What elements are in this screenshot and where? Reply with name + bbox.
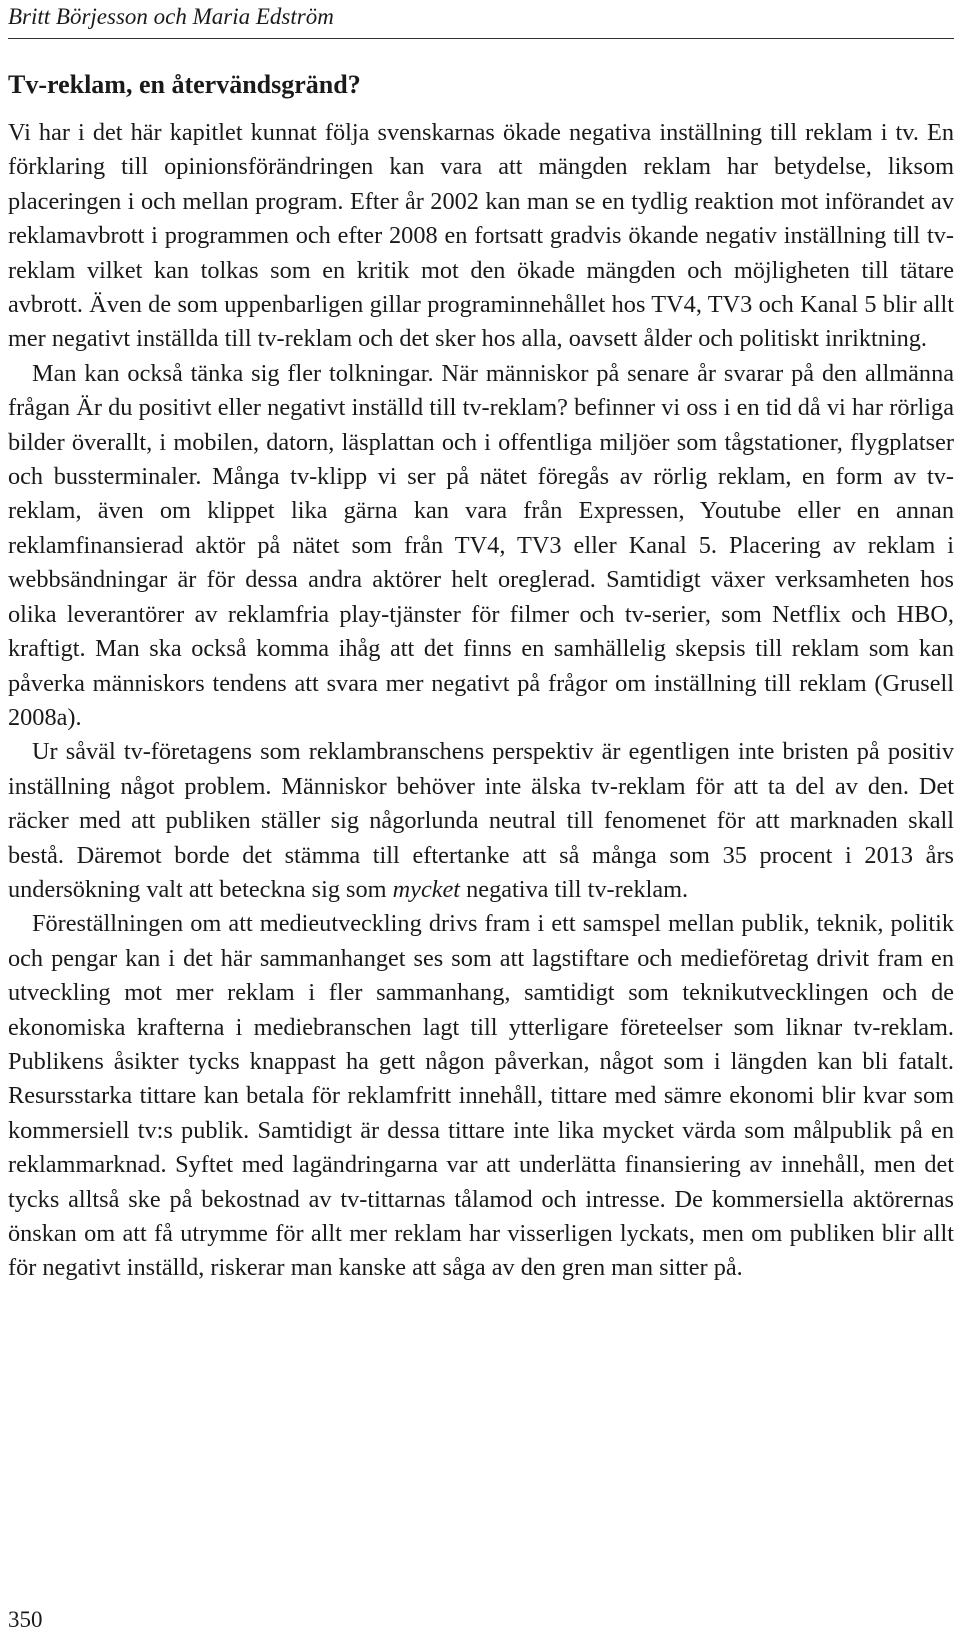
- running-header: Britt Börjesson och Maria Edström: [8, 2, 954, 39]
- paragraph-3-text-end: negativa till tv-reklam.: [460, 875, 689, 903]
- paragraph-1-text: Vi har i det här kapitlet kunnat följa svenskarnas ökade negativa inställning till reklam i tv. En förklaring till opinionsförändringen kan vara att mängden reklam har betydelse, liksom placeringen i och mellan program. Efter år 2002 kan man se en tydlig reaktion mot införandet av reklamavbrott i programmen och efter 2008 en fortsatt gradvis ökande negativ inställning till tv-reklam vilket kan tolkas som en kritik mot den ökade mängden och möjligheten till tätare avbrott. Även de som uppenbarligen gillar programinnehållet hos TV4, TV3 och Kanal 5 blir allt mer negativt inställda till tv-reklam och det sker hos alla, oavsett ålder och politiskt inriktning.: [8, 119, 954, 353]
- paragraph-2: [8, 357, 954, 735]
- paragraph-1: [8, 116, 954, 357]
- paragraph-4: [8, 907, 954, 1285]
- section-heading: Tv-reklam, en återvändsgränd?: [8, 70, 361, 99]
- page-number: 350: [8, 1607, 43, 1632]
- paragraph-2-text: Man kan också tänka sig fler tolkningar. När människor på senare år svarar på den allmänna frågan Är du positivt eller negativt inställd till tv-reklam? befinner vi oss i en tid då vi har rörliga bilder överallt, i mobilen, datorn, läsplattan och i offentliga miljöer som tågstationer, flygplatser och bussterminaler. Många tv-klipp vi ser på nätet föregås av rörlig reklam, en form av tv-reklam, även om klippet lika gärna kan vara från Expressen, Youtube eller en annan reklamfinansierad aktör på nätet som från TV4, TV3 eller Kanal 5. Placering av reklam i webbsändningar är för dessa andra aktörer helt oreglerad. Samtidigt växer verksamheten hos olika leverantörer av reklamfria play-tjänster för filmer och tv-serier, som Netflix och HBO, kraftigt. Man ska också komma ihåg att det finns en samhällelig skepsis till reklam som kan påverka människors tendens att svara mer negativt på frågor om inställning till reklam (Grusell 2008a).: [8, 359, 954, 731]
- body-text: [8, 116, 954, 1286]
- paragraph-3: [8, 735, 954, 907]
- paragraph-3-text: Ur såväl tv-företagens som reklambranschens perspektiv är egentligen inte bristen på positiv inställning något problem. Människor behöver inte älska tv-reklam för att ta del av den. Det räcker med att publiken ställer sig någorlunda neutral till fenomenet för att marknaden skall bestå. Däremot borde det stämma till eftertanke att så många som 35 procent i 2013 års undersökning valt att beteckna sig som: [8, 738, 954, 903]
- emphasis-mycket: mycket: [392, 875, 461, 903]
- paragraph-4-text: Föreställningen om att medieutveckling drivs fram i ett samspel mellan publik, teknik, politik och pengar kan i det här sammanhanget ses som att lagstiftare och medieföretag drivit fram en utveckling mot mer reklam i fler sammanhang, samtidigt som teknikutvecklingen och de ekonomiska krafterna i mediebranschen lagt till ytterligare företeelser som liknar tv-reklam. Publikens åsikter tycks knappast ha gett någon påverkan, något som i längden kan bli fatalt. Resursstarka tittare kan betala för reklamfritt innehåll, tittare med sämre ekonomi blir kvar som kommersiell tv:s publik. Samtidigt är dessa tittare inte lika mycket värda som målpublik på en reklammarknad. Syftet med lagändringarna var att underlätta finansiering av innehåll, men det tycks alltså ske på bekostnad av tv-tittarnas tålamod och intresse. De kommersiella aktörernas önskan om att få utrymme för allt mer reklam har visserligen lyckats, men om publiken blir allt för negativt inställd, riskerar man kanske att såga av den gren man sitter på.: [8, 910, 954, 1282]
